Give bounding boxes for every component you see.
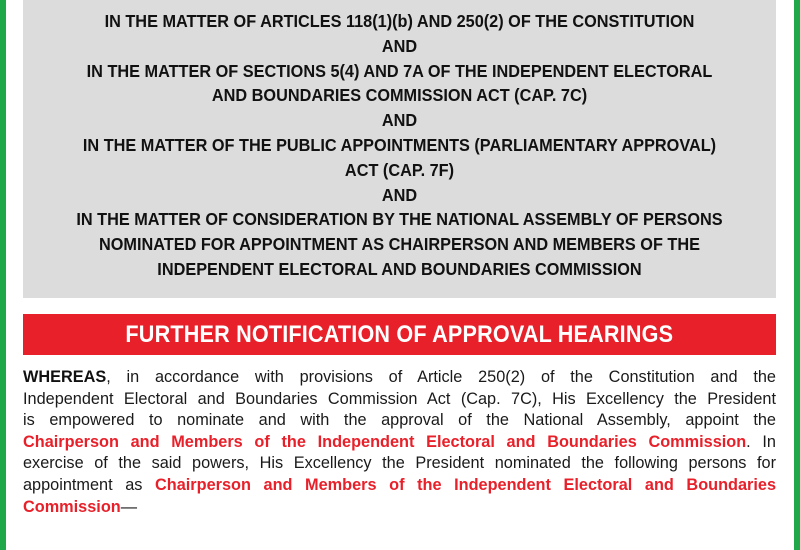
whereas-lead: WHEREAS: [23, 368, 107, 386]
matter-line: AND BOUNDARIES COMMISSION ACT (CAP. 7C): [211, 85, 588, 106]
commission-highlight: Chairperson and Members of the Independent Electoral and Boundaries: [155, 475, 776, 494]
body-line: [23, 389, 776, 411]
matter-line: AND: [381, 184, 418, 205]
body-text-segment: . In: [746, 432, 776, 451]
notice-body: [23, 367, 776, 518]
commission-highlight: Chairperson and Members of the Independent Electoral and Boundaries Commission: [23, 432, 747, 451]
matter-line: IN THE MATTER OF ARTICLES 118(1)(b) AND 250(2) OF THE CONSTITUTION: [104, 11, 695, 31]
body-line: [23, 475, 776, 497]
matter-header-box: [23, 0, 776, 298]
body-line: [23, 410, 776, 432]
body-text-segment: , in accordance with provisions of Article 250(2) of the Constitution and the: [106, 368, 776, 386]
commission-highlight: Commission: [23, 497, 121, 516]
body-text-segment: —: [120, 497, 137, 516]
body-text-segment: is empowered to nominate and with the approval of the National Assembly, appoint the: [23, 411, 776, 430]
matter-line: AND: [381, 110, 418, 131]
matter-line: IN THE MATTER OF SECTIONS 5(4) AND 7A OF THE INDEPENDENT ELECTORAL: [86, 60, 713, 81]
matter-line: IN THE MATTER OF THE PUBLIC APPOINTMENTS (PARLIAMENTARY APPROVAL): [82, 134, 717, 155]
matter-line: IN THE MATTER OF CONSIDERATION BY THE NATIONAL ASSEMBLY OF PERSONS: [76, 209, 723, 230]
body-line: [23, 497, 776, 519]
matter-line: ACT (CAP. 7F): [344, 159, 455, 180]
banner-title: FURTHER NOTIFICATION OF APPROVAL HEARINGS: [125, 320, 674, 348]
matter-line: NOMINATED FOR APPOINTMENT AS CHAIRPERSON AND MEMBERS OF THE: [99, 234, 700, 255]
right-green-border: [794, 0, 800, 550]
body-line: [23, 432, 776, 454]
body-text-segment: exercise of the said powers, His Excellency the President nominated the following persons for: [23, 454, 776, 473]
body-text-segment: appointment as: [23, 475, 156, 494]
body-line: [23, 453, 776, 475]
matter-line: INDEPENDENT ELECTORAL AND BOUNDARIES COMMISSION: [157, 258, 642, 279]
notice-banner: [23, 314, 776, 355]
body-text-segment: Independent Electoral and Boundaries Commission Act (Cap. 7C), His Excellency the President: [23, 389, 776, 408]
left-green-border: [0, 0, 6, 550]
body-line: [23, 367, 776, 389]
matter-line: AND: [381, 35, 418, 56]
